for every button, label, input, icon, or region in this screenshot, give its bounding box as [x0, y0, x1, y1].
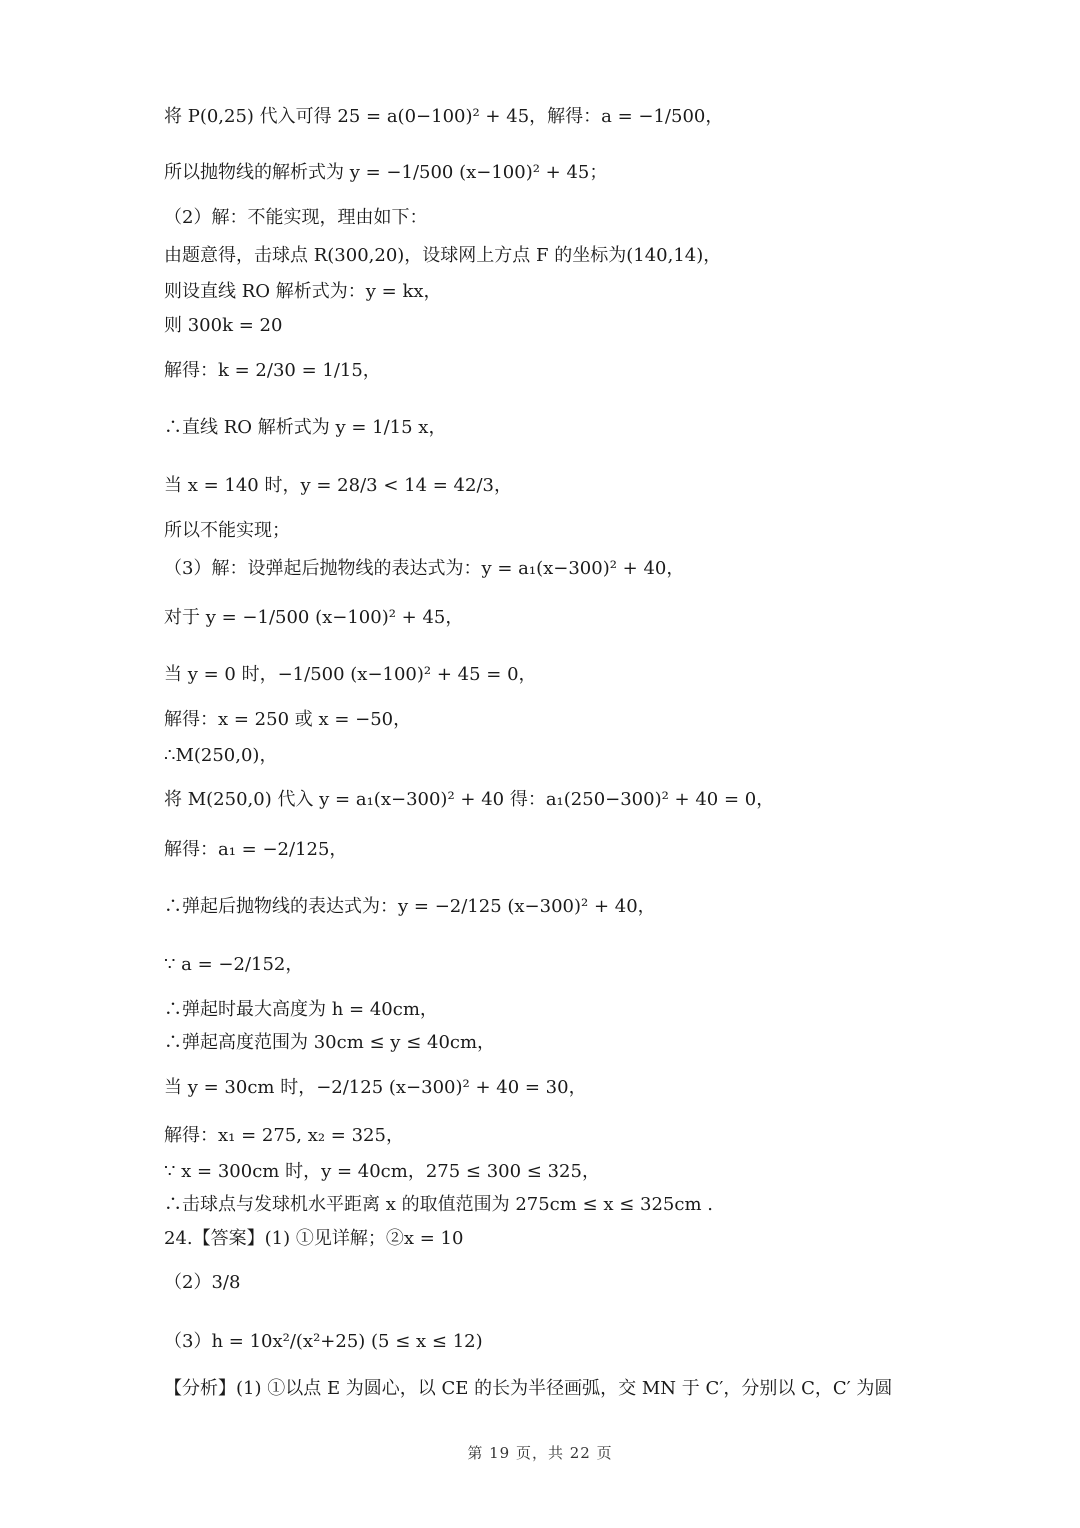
text-line: 当 y = 0 时，−1/500 (x−100)² + 45 = 0， — [164, 664, 537, 685]
text-line: （3）h = 10x²/(x²+25) (5 ≤ x ≤ 12) — [164, 1331, 483, 1352]
text-line: （2）解：不能实现，理由如下： — [164, 207, 428, 228]
text-line: ∴弹起后抛物线的表达式为：y = −2/125 (x−300)² + 40， — [164, 896, 656, 917]
text-line: 当 x = 140 时，y = 28/3 < 14 = 42/3， — [164, 475, 512, 496]
text-line: ∴M(250,0)， — [164, 745, 278, 766]
text-line: ∴击球点与发球机水平距离 x 的取值范围为 275cm ≤ x ≤ 325cm . — [164, 1194, 713, 1215]
text-line: 由题意得，击球点 R(300,20)，设球网上方点 F 的坐标为(140,14)， — [164, 245, 722, 266]
text-line: 将 P(0,25) 代入可得 25 = a(0−100)² + 45，解得：a = −1/500， — [164, 106, 724, 127]
text-line: 将 M(250,0) 代入 y = a₁(x−300)² + 40 得：a₁(250−300)² + 40 = 0， — [164, 789, 775, 810]
text-line: 则设直线 RO 解析式为：y = kx， — [164, 281, 442, 302]
text-line: ∵ a = −2/152， — [164, 954, 304, 975]
text-line: ∴弹起时最大高度为 h = 40cm， — [164, 999, 438, 1020]
text-line: 则 300k = 20 — [164, 315, 283, 336]
text-line: ∵ x = 300cm 时，y = 40cm，275 ≤ 300 ≤ 325， — [164, 1161, 600, 1182]
text-line: ∴直线 RO 解析式为 y = 1/15 x， — [164, 417, 447, 438]
text-line: ∴弹起高度范围为 30cm ≤ y ≤ 40cm， — [164, 1032, 496, 1053]
text-line: 【分析】(1) ①以点 E 为圆心，以 CE 的长为半径画弧，交 MN 于 C′，分别以 C，C′ 为圆 — [164, 1378, 893, 1399]
text-line: 所以不能实现； — [164, 520, 290, 541]
text-line: 所以抛物线的解析式为 y = −1/500 (x−100)² + 45； — [164, 162, 608, 183]
text-line: 解得：x = 250 或 x = −50， — [164, 709, 412, 730]
text-line: 对于 y = −1/500 (x−100)² + 45， — [164, 607, 464, 628]
text-line: （3）解：设弹起后抛物线的表达式为：y = a₁(x−300)² + 40， — [164, 558, 685, 579]
text-line: （2）3/8 — [164, 1272, 241, 1293]
text-line: 24.【答案】(1) ①见详解；②x = 10 — [164, 1228, 464, 1249]
text-line: 解得：x₁ = 275, x₂ = 325， — [164, 1125, 404, 1146]
text-line: 当 y = 30cm 时，−2/125 (x−300)² + 40 = 30， — [164, 1077, 587, 1098]
text-line: 解得：a₁ = −2/125， — [164, 839, 348, 860]
text-line: 解得：k = 2/30 = 1/15， — [164, 360, 381, 381]
page-footer: 第 19 页，共 22 页 — [467, 1444, 613, 1462]
